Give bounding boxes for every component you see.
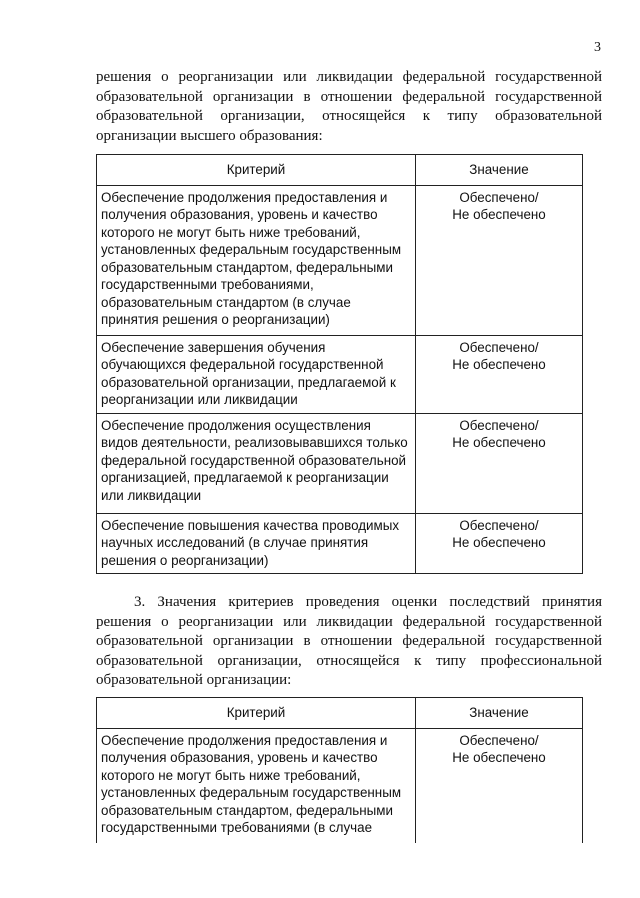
header-criterion: Критерий (97, 155, 416, 186)
value-line: Не обеспечено (452, 435, 546, 450)
criterion-cell: Обеспечение повышения качества проводимых научных исследований (в случае принятия решения о реорганизации) (97, 513, 416, 573)
criterion-cell: Обеспечение завершения обучения обучающихся федеральной государственной образовательной организации, предлагаемой к реорганизации или ликвидации (97, 335, 416, 413)
table-row (97, 728, 583, 843)
value-line: Обеспечено/ (459, 517, 539, 533)
table-row (97, 513, 583, 573)
table-row (97, 335, 583, 413)
value-cell (416, 335, 583, 413)
criterion-cell: Обеспечение продолжения осуществления видов деятельности, реализовывавшихся только федеральной государственной образовательной организацией, предлагаемой к реорганизации или ликвидации (97, 413, 416, 513)
section-3-paragraph: 3. Значения критериев проведения оценки последствий принятия решения о реорганизации или ликвидации федеральной государственной образовательной организации в отношении федеральной государственной образовательной организации, относящейся к типу профессиональной образовательной организации: (96, 594, 602, 688)
value-cell (416, 185, 583, 335)
intro-paragraph: решения о реорганизации или ликвидации федеральной государственной образовательной организации в отношении федеральной государственной образовательной организации, относящейся к типу образовательной организации высшего образования: (96, 69, 602, 144)
value-line: Обеспечено/ (459, 417, 539, 433)
value-line: Обеспечено/ (459, 339, 539, 355)
criterion-cell: Обеспечение продолжения предоставления и получения образования, уровень и качество которого не могут быть ниже требований, установленных федеральным государственным образовательным стандартом, федеральными государственными требованиями (в случае (97, 728, 416, 843)
value-line: Не обеспечено (452, 750, 546, 765)
value-cell (416, 513, 583, 573)
table-header-row (97, 155, 583, 186)
header-value: Значение (416, 698, 583, 729)
value-line: Обеспечено/ (459, 732, 539, 748)
value-cell (416, 413, 583, 513)
table-row (97, 413, 583, 513)
value-line: Обеспечено/ (459, 189, 539, 205)
value-cell (416, 728, 583, 843)
criteria-table-professional-education (96, 697, 583, 843)
value-line: Не обеспечено (452, 207, 546, 222)
header-criterion: Критерий (97, 698, 416, 729)
value-line: Не обеспечено (452, 357, 546, 372)
page-number: 3 (594, 40, 601, 55)
table-header-row (97, 698, 583, 729)
header-value: Значение (416, 155, 583, 186)
criterion-cell: Обеспечение продолжения предоставления и получения образования, уровень и качество которого не могут быть ниже требований, установленных федеральным государственным образовательным стандартом, федеральными государственными требованиями, образовательным стандартом (в случае принятия решения о реорганизации) (97, 185, 416, 335)
criteria-table-higher-education (96, 154, 583, 574)
value-line: Не обеспечено (452, 535, 546, 550)
page-bottom-margin (0, 843, 640, 898)
table-row (97, 185, 583, 335)
